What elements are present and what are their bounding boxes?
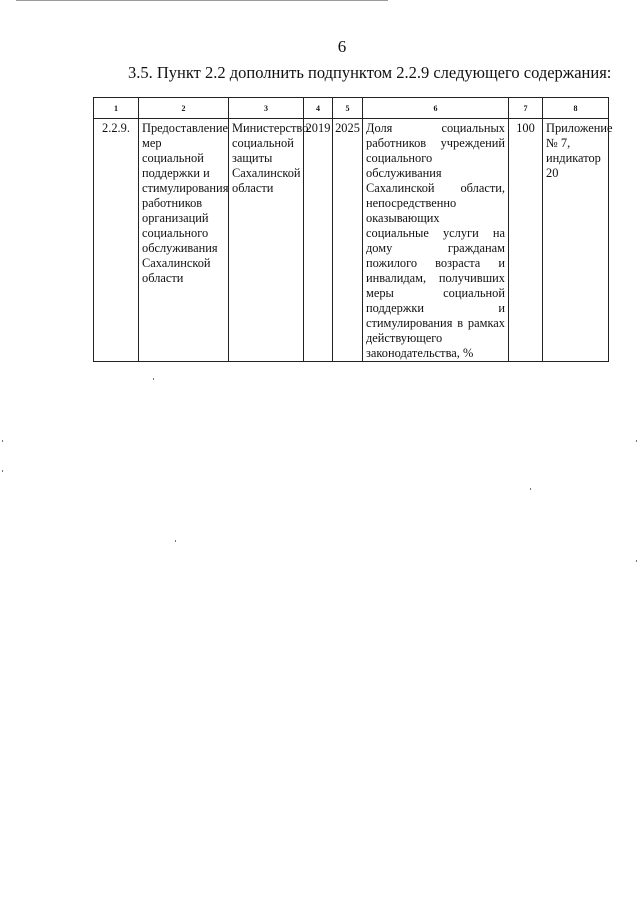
scan-speck (636, 560, 637, 562)
scan-speck (2, 470, 3, 472)
column-header-7: 7 (509, 98, 543, 119)
amendment-heading: 3.5. Пункт 2.2 дополнить подпунктом 2.2.9 следующего содержания: (128, 63, 612, 82)
column-header-3: 3 (229, 98, 304, 119)
cell-measure-name: Предоставление мер социальной поддержки и стимулирования работников организаций социального обслуживания Сахалинской области (139, 119, 229, 362)
cell-year-start: 2019 (304, 119, 333, 362)
scan-speck (636, 440, 637, 442)
column-header-8: 8 (543, 98, 609, 119)
measures-table (93, 97, 613, 362)
column-header-6: 6 (363, 98, 509, 119)
table-row (94, 119, 609, 362)
scan-top-rule (16, 0, 388, 1)
scan-speck (175, 540, 176, 542)
cell-indicator: Доля социальных работников учреждений социального обслуживания Сахалинской области, непосредственно оказывающих социальные услуги на дому гражданам пожилого возраста и инвалидам, получивших меры социальной поддержки и стимулирования в рамках действующего законодательства, % (363, 119, 509, 362)
column-header-4: 4 (304, 98, 333, 119)
page-number: 6 (337, 37, 347, 56)
cell-reference: Приложение № 7, индикатор 20 (543, 119, 609, 362)
column-header-5: 5 (333, 98, 363, 119)
scan-speck (2, 440, 3, 442)
scan-speck (530, 488, 531, 490)
cell-executor: Министерство социальной защиты Сахалинской области (229, 119, 304, 362)
column-header-1: 1 (94, 98, 139, 119)
cell-item-number: 2.2.9. (94, 119, 139, 362)
column-header-2: 2 (139, 98, 229, 119)
cell-target-value: 100 (509, 119, 543, 362)
header-row (94, 98, 609, 119)
scan-speck (153, 378, 154, 380)
cell-year-end: 2025 (333, 119, 363, 362)
